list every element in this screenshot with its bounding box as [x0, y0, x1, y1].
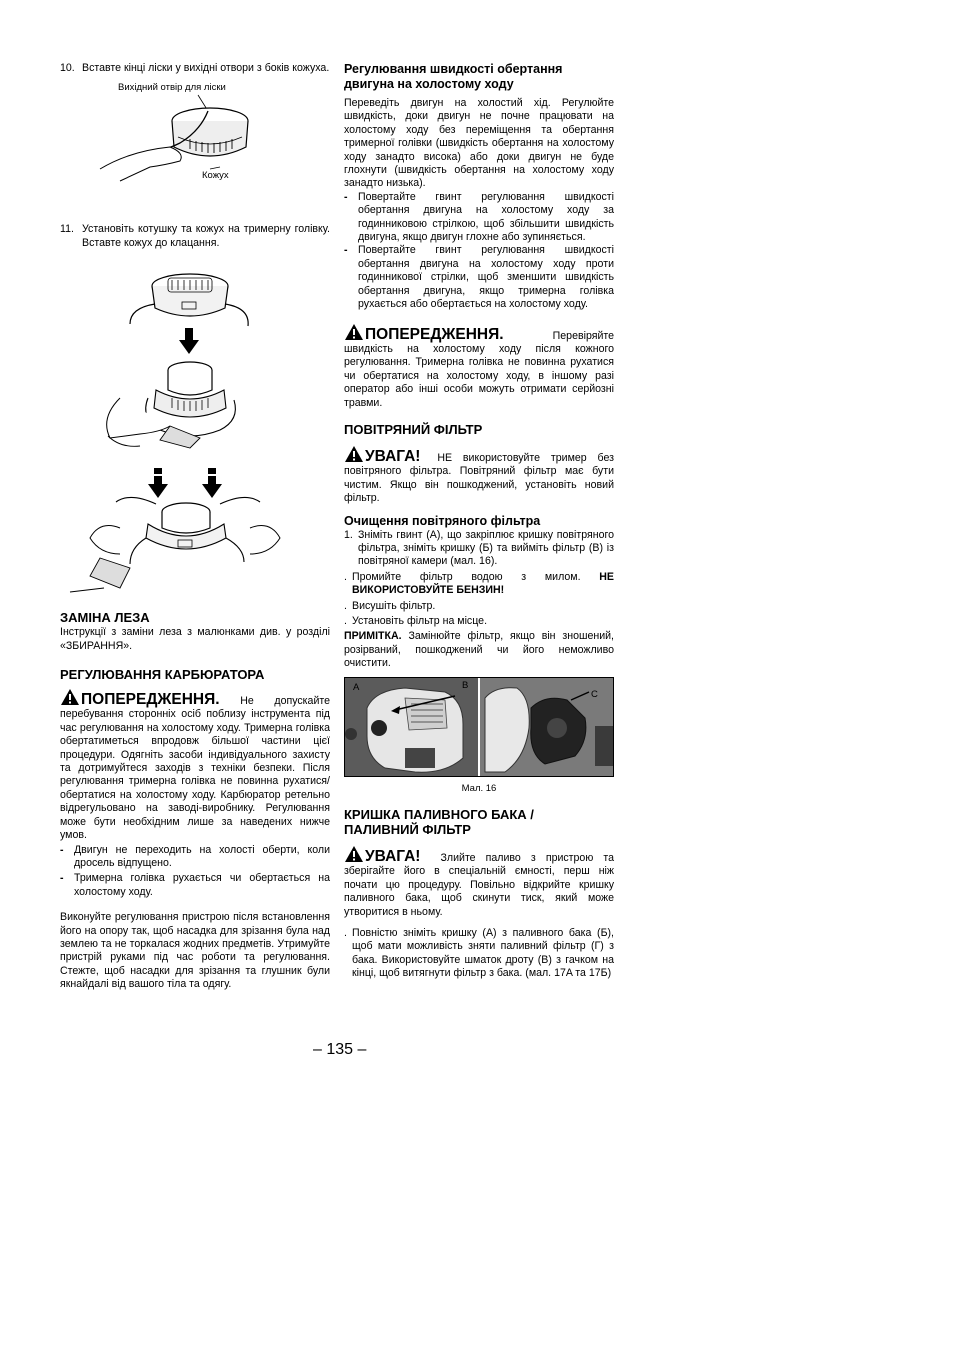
air-filter-photo [345, 678, 613, 776]
label-a: A [353, 681, 360, 693]
warning-text: Перевіряйте швидкість на холостому ходу після кожного регулювання. Тримерна голівка не повинна рухатися чи обертатися на холостому ходу, в іншому разі оператор або інші особи можуть отримати серйозні травми. [344, 329, 614, 409]
air-warning [344, 445, 614, 506]
spool-install-illustration [60, 258, 330, 598]
warning-icon [344, 845, 364, 863]
step-text: Вставте кінці ліски у вихідні отвори з боків кожуха. [82, 62, 330, 74]
list-item [344, 615, 614, 628]
warning-title: УВАГА! [365, 447, 421, 465]
air-clean-subheading: Очищення повітряного фільтра [344, 513, 541, 528]
line-exit-figure [60, 81, 330, 193]
blade-heading: ЗАМІНА ЛЕЗА [60, 610, 150, 626]
carb-warning [60, 688, 330, 842]
step-11 [60, 223, 330, 250]
warning-title: ПОПЕРЕДЖЕННЯ. [365, 325, 504, 343]
note-label: ПРИМІТКА. [344, 630, 402, 643]
list-item [60, 872, 330, 899]
left-column [60, 62, 330, 992]
spool-cover-illustration [60, 81, 330, 193]
step-number: 10. [60, 62, 75, 74]
bullet-dash: - [344, 244, 348, 257]
label-c: C [591, 688, 598, 700]
warning-icon [344, 445, 364, 463]
warning-text: Злийте паливо з пристрою та зберігайте його в спеціальній ємності, перш ніж почати цю процедуру. Повільно відкрийте кришку паливного бака, щоб скинути тиск, який може утворитися в ньому. [344, 852, 614, 918]
bullet-dash: - [60, 843, 64, 856]
warning-text: НЕ використовуйте тример без повітряного фільтра. Повітряний фільтр має бути чистим. Якщо він пошкоджений, установіть новий фільтр. [344, 451, 614, 505]
blade-text: Інструкції з заміни леза з малюнками див. у розділі «ЗБИРАННЯ». [60, 626, 330, 652]
figure-16-caption: Мал. 16 [461, 782, 497, 794]
step-1 [344, 529, 614, 569]
bullet-dash: - [344, 190, 348, 203]
step-text: Установіть котушку та кожух на тримерну голівку. Вставте кожух до клацання. [82, 223, 330, 249]
no-gasoline-text: НЕ ВИКОРИСТОВУЙТЕ БЕНЗИН! [352, 570, 614, 597]
list-item [344, 244, 614, 311]
step-number: 1. [344, 528, 353, 541]
bullet-text: Тримерна голівка рухається чи обертається на холостому ходу. [74, 872, 330, 898]
idle-warning [344, 323, 614, 410]
warning-icon [344, 323, 364, 341]
step-text: Зніміть гвинт (A), що закріплює кришку повітряного фільтра, зніміть кришку (Б) та вийміть фільтр (B) із повітряної камери (мал. 16). [358, 528, 614, 568]
figure-16 [344, 677, 614, 777]
warning-text: Не допускайте перебування сторонніх осіб поблизу інструмента під час регулювання на холостому ходу. Тримерна голівка обертатиметься впродовж більшої частини цієї процедури. Одягніть засоби індивідуального захисту та дотримуйтеся заходів з техніки безпеки. Після регулювання тримерна голівка не повинна рухатися/обертатися на холостому ходу. Карбюратор ретельно відрегульовано на заводі-виробнику. Регулювання може бути необхідним лише за наведених нижче умов. [60, 695, 330, 842]
bullet-dot: . [344, 599, 347, 612]
list-item [344, 571, 614, 598]
list-item [344, 600, 614, 613]
fuel-warning [344, 845, 614, 919]
bullet-text: Двигун не переходить на холості оберти, коли дросель відпущено. [74, 843, 330, 869]
bullet-dash: - [60, 872, 64, 885]
fuel-heading-line2: ПАЛИВНИЙ ФІЛЬТР [344, 822, 471, 838]
list-item [344, 927, 614, 981]
fuel-heading-line1: КРИШКА ПАЛИВНОГО БАКА / [344, 807, 534, 823]
step-number: 11. [60, 223, 74, 236]
note-text: Замінюйте фільтр, якщо він зношений, розірваний, пошкоджений чи його неможливо очистити. [344, 630, 614, 670]
cover-label: Кожух [202, 170, 229, 182]
wash-text: Промийте фільтр водою з милом. [352, 570, 581, 583]
install-text: Установіть фільтр на місце. [352, 615, 488, 627]
dry-text: Висушіть фільтр. [352, 599, 436, 612]
bullet-dot: . [344, 927, 347, 940]
note [344, 630, 614, 670]
fuel-step-text: Повністю зніміть кришку (A) з паливного бака (Б), щоб мати можливість зняти паливний фільтр (Г) з бака. Використовуйте шматок дроту (B) з гачком на кінці, щоб витягнути фільтр з бака. (мал. 17A та 17Б) [352, 927, 614, 980]
step-10 [60, 62, 330, 75]
warning-icon [60, 688, 80, 706]
air-filter-heading: ПОВІТРЯНИЙ ФІЛЬТР [344, 421, 483, 437]
spool-install-figure [60, 258, 330, 598]
idle-heading: Регулювання швидкості обертання двигуна на холостому ходу [344, 62, 563, 91]
bullet-text: Повертайте гвинт регулювання швидкості обертання двигуна на холостому ходу за годинниковою стрілкою, щоб збільшити швидкість двигуна, якщо двигун глохне або зупиняється. [358, 190, 614, 244]
page-number: – 135 – [313, 1041, 367, 1058]
right-column [344, 62, 614, 981]
list-item [60, 844, 330, 871]
carb-paragraph: Виконуйте регулювання пристрою після встановлення його на опору так, щоб насадка для зрізання була над землею та не торкалася жодних предметів. Утримуйте пристрій руками під час роботи та регулювання. Стежте, щоб насадки для зрізання та глушник були якнайдалі від вашого тіла та одягу. [60, 911, 330, 991]
warning-title: ПОПЕРЕДЖЕННЯ. [81, 691, 220, 709]
list-item [344, 191, 614, 245]
idle-text: Переведіть двигун на холостий хід. Регулюйте швидкість, доки двигун не почне працювати на холостому ходу без переміщення та обертання тримерної голівки (швидкість обертання на холостому ходу занадто висока) або доки двигун не буде глохнути (швидкість обертання на холостому ходу занадто низька). [344, 97, 614, 190]
wash-item [352, 571, 614, 598]
bullet-text: Повертайте гвинт регулювання швидкості обертання двигуна на холостому ходу проти годинникової стрілки, щоб зменшити швидкість обертання двигуна, якщо тримерна голівка рухається або обертається на холостому ходу. [358, 244, 614, 311]
warning-title: УВАГА! [365, 848, 421, 866]
bullet-dot: . [344, 570, 347, 583]
exit-hole-label: Вихідний отвір для ліски [118, 82, 226, 94]
bullet-dot: . [344, 615, 347, 627]
label-b: B [462, 679, 469, 691]
carb-heading: РЕГУЛЮВАННЯ КАРБЮРАТОРА [60, 667, 265, 683]
